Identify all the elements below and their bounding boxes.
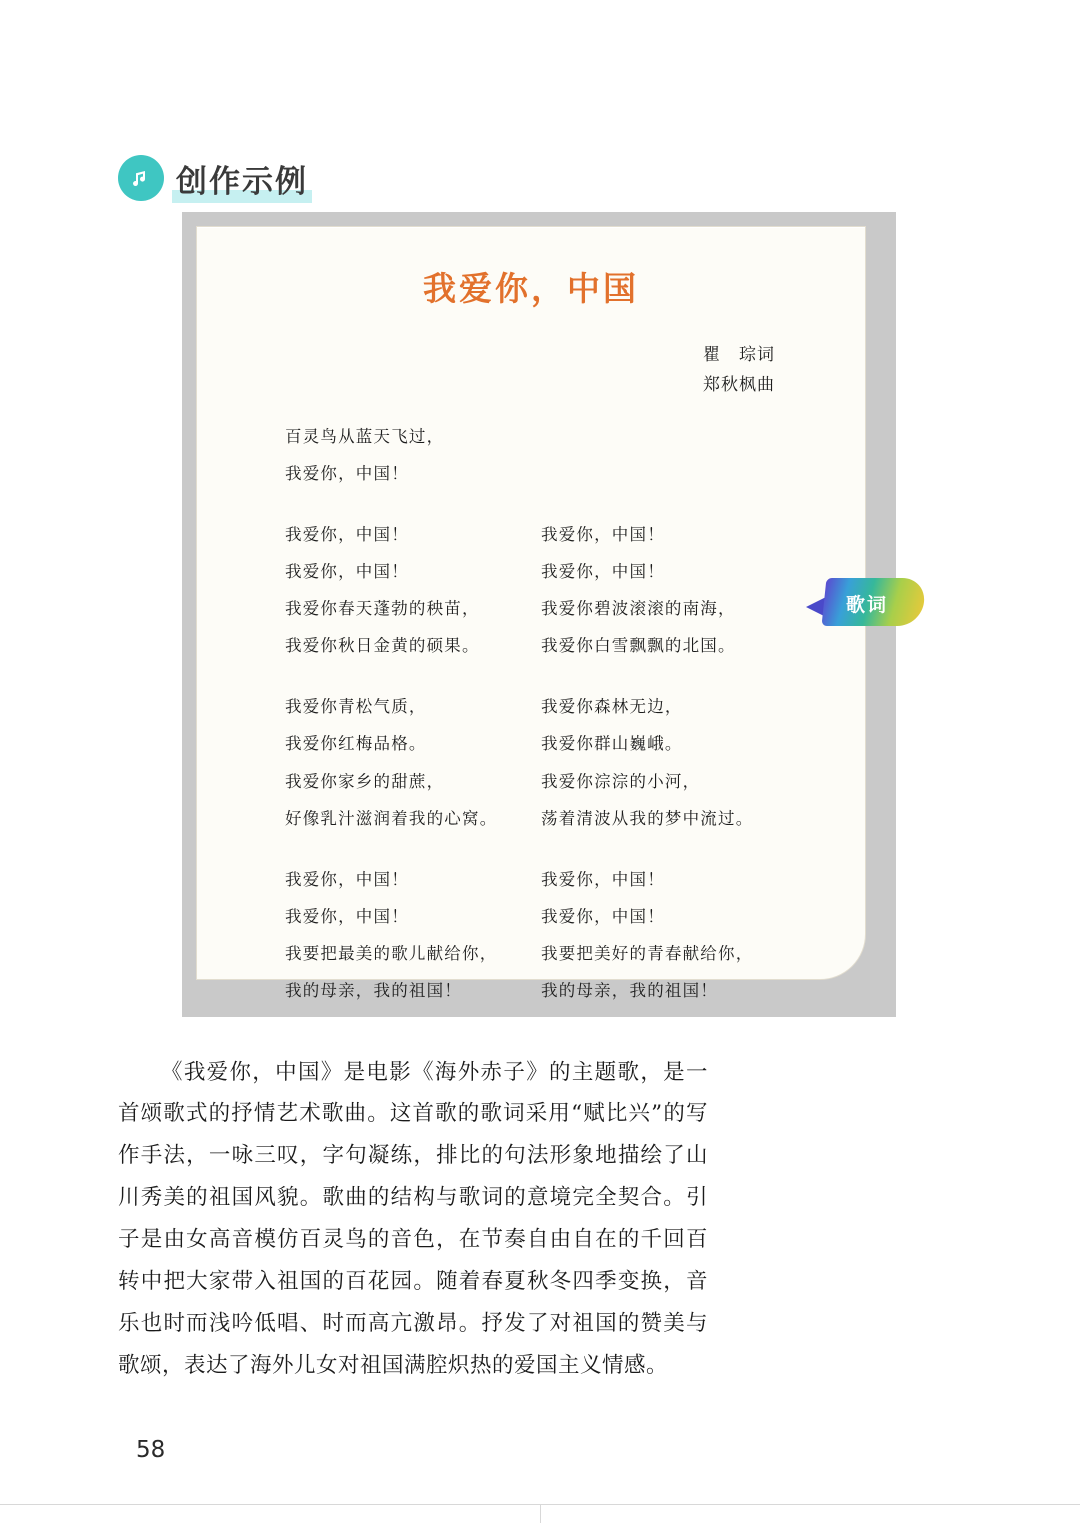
section-header — [118, 155, 308, 201]
section-title-wrap — [176, 156, 308, 201]
song-title: 我爱你，中国 — [423, 269, 639, 308]
lyric-line: 我爱你白雪飘飘的北国。 — [541, 636, 736, 656]
lyric-line: 我要把最美的歌儿献给你， — [285, 944, 498, 963]
section-title: 创作示例 — [176, 163, 308, 200]
lyric-line: 我爱你，中国！ — [541, 561, 665, 581]
body-paragraph: 《我爱你，中国》是电影《海外赤子》的主题歌，是一首颂歌式的抒情艺术歌曲。这首歌的歌词采用“赋比兴”的写作手法，一咏三叹，字句凝练，排比的句法形象地描绘了山川秀美的祖国风貌。歌曲的结构与歌词的意境完全契合。引子是由女高音模仿百灵鸟的音色，在节奏自由自在的千回百转中把大家带入祖国的百花园。随着春夏秋冬四季变换，音乐也时而浅吟低唱、时而高亢激昂。抒发了对祖国的赞美与歌颂，表达了海外儿女对祖国满腔炽热的爱国主义情感。 — [118, 1059, 708, 1378]
credit-lyricist: 瞿 琮词 — [703, 345, 775, 364]
lyric-column-right — [541, 688, 797, 837]
lyric-line: 我的母亲，我的祖国！ — [541, 981, 718, 1001]
lyric-line: 我爱你春天蓬勃的秧苗， — [285, 599, 480, 618]
lyric-column-left — [285, 688, 541, 837]
lyric-line: 我爱你碧波滚滚的南海， — [541, 599, 736, 618]
lyric-line: 我爱你，中国！ — [541, 869, 665, 889]
lyric-line: 我的母亲，我的祖国！ — [285, 981, 462, 1001]
lyric-line: 好像乳汁滋润着我的心窝。 — [285, 808, 498, 828]
lyric-line: 我爱你森林无边， — [541, 697, 683, 717]
lyric-stanza — [285, 861, 825, 1010]
highlighter-pen-icon — [806, 572, 924, 634]
lyric-column-right — [541, 861, 797, 1010]
lyric-line: 我爱你秋日金黄的硕果。 — [285, 636, 480, 656]
lyric-line: 我爱你，中国！ — [285, 524, 409, 544]
lyric-line: 我爱你，中国！ — [285, 463, 409, 483]
lyric-line: 我爱你红梅品格。 — [285, 734, 427, 754]
lyric-line: 我爱你淙淙的小河， — [541, 771, 701, 791]
lyrics-card — [196, 226, 866, 1001]
lyric-line: 百灵鸟从蓝天飞过， — [285, 426, 445, 446]
lyric-line: 荡着清波从我的梦中流过。 — [541, 808, 754, 828]
footer-center-tick — [540, 1505, 541, 1523]
lyric-column-left — [285, 861, 541, 1010]
lyric-line: 我爱你青松气质， — [285, 697, 427, 717]
page-number: 58 — [136, 1437, 166, 1463]
marker-label: 歌词 — [846, 594, 889, 616]
lyric-line: 我要把美好的青春献给你， — [541, 944, 754, 963]
lyric-column — [285, 418, 541, 492]
lyrics-body — [197, 418, 865, 1010]
lyric-line: 我爱你，中国！ — [285, 869, 409, 889]
credit-composer: 郑秋枫曲 — [703, 374, 775, 394]
lyric-column-left — [285, 516, 541, 665]
song-credits — [197, 340, 865, 400]
lyric-line: 我爱你群山巍峨。 — [541, 734, 683, 754]
lyric-line: 我爱你，中国！ — [285, 561, 409, 581]
lyric-stanza-intro — [285, 418, 825, 492]
music-note-icon — [118, 155, 164, 201]
lyric-line: 我爱你，中国！ — [541, 906, 665, 926]
lyric-line: 我爱你，中国！ — [541, 524, 665, 544]
lyric-line: 我爱你家乡的甜蔗， — [285, 771, 445, 791]
lyric-column-right — [541, 516, 797, 665]
lyric-stanza — [285, 688, 825, 837]
lyric-stanza — [285, 516, 825, 665]
lyric-line: 我爱你，中国！ — [285, 906, 409, 926]
